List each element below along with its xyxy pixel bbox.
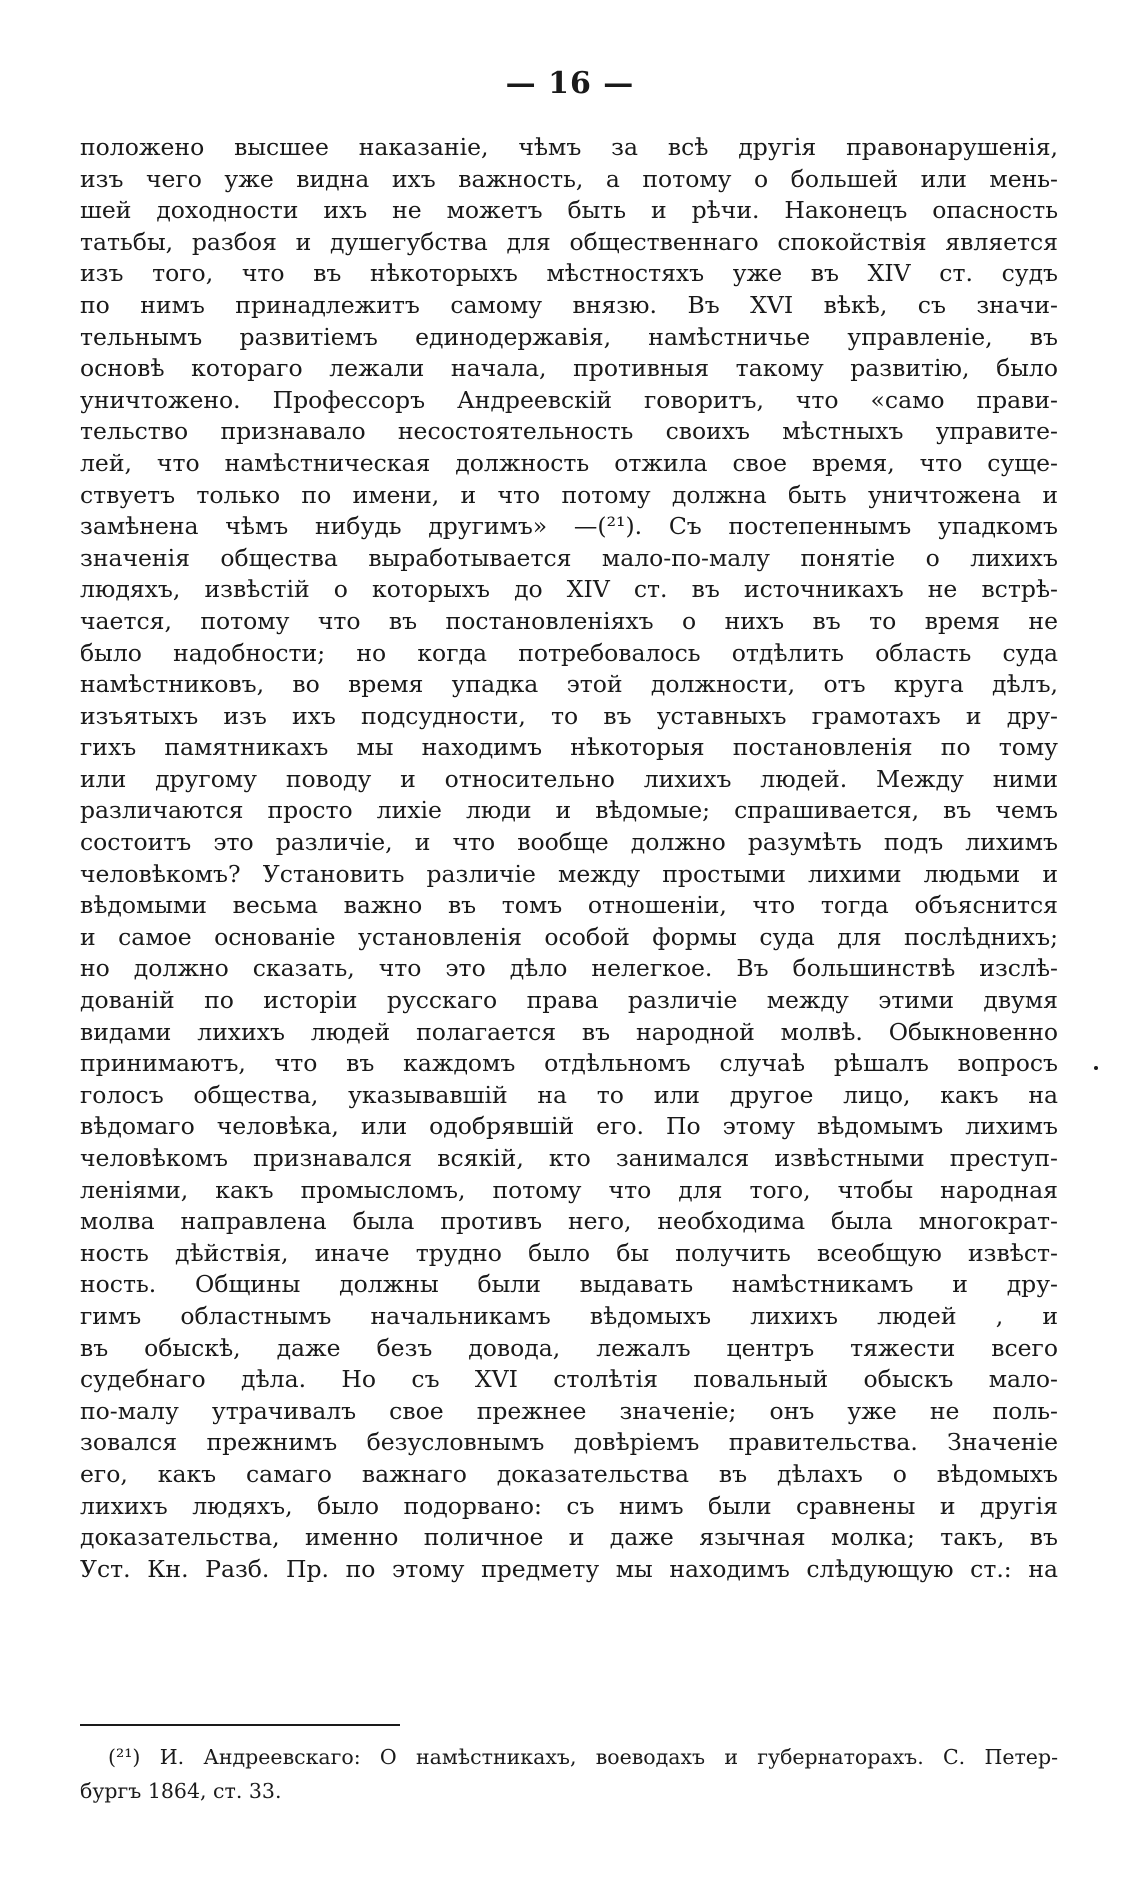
text-line: ность дѣйствія, иначе трудно было бы получить всеобщую извѣст- [80,1238,1058,1267]
text-line: гихъ памятникахъ мы находимъ нѣкоторыя постановленія по тому [80,733,1058,762]
text-line: было надобности; но когда потребовалось отдѣлить область суда [80,638,1058,667]
footnote-divider [80,1724,400,1726]
text-line: человѣкомъ признавался всякій, кто занимался извѣстными преступ- [80,1144,1058,1172]
ink-speck [1094,1066,1098,1070]
text-line: молва направлена была противъ него, необходима была многократ- [80,1207,1058,1236]
text-line: замѣнена чѣмъ нибудь другимъ» —(²¹). Съ постепеннымъ упадкомъ [80,512,1058,541]
text-line: Уст. Кн. Разб. Пр. по этому предмету мы находимъ слѣдующую ст.: на [80,1554,1058,1583]
text-line: или другому поводу и относительно лихихъ людей. Между ними [80,764,1058,793]
text-line: зовался прежнимъ безусловнымъ довѣріемъ правительства. Значеніе [80,1428,1058,1457]
text-line: шей доходности ихъ не можетъ быть и рѣчи. Наконецъ опасность [80,196,1058,225]
footnote-line: бургъ 1864, ст. 33. [80,1779,282,1803]
text-line: положено высшее наказаніе, чѣмъ за всѣ другія правонарушенія, [80,133,1058,161]
text-line: ность. Общины должны были выдавать намѣстникамъ и дру- [80,1270,1058,1299]
main-text-block [80,132,1058,1585]
text-line: изъятыхъ изъ ихъ подсудности, то въ уставныхъ грамотахъ и дру- [80,701,1058,730]
text-line: судебнаго дѣла. Но съ XVI столѣтія повальный обыскъ мало- [80,1365,1058,1394]
text-line: людяхъ, извѣстій о которыхъ до XIV ст. въ источникахъ не встрѣ- [80,575,1058,604]
text-line: по нимъ принадлежитъ самому внязю. Въ XVI вѣкѣ, съ значи- [80,290,1058,319]
text-line: лихихъ людяхъ, было подорвано: съ нимъ были сравнены и другія [80,1491,1058,1520]
text-line: чается, потому что въ постановленіяхъ о нихъ въ то время не [80,606,1058,635]
text-line: и самое основаніе установленія особой формы суда для послѣднихъ; [80,922,1058,951]
text-line: дованій по исторіи русскаго права различіе между этими двумя [80,986,1058,1015]
text-line: гимъ областнымъ начальникамъ вѣдомыхъ лихихъ людей , и [80,1301,1058,1330]
footnote-line: (²¹) И. Андреевскаго: О намѣстникахъ, воеводахъ и губернаторахъ. С. Петер- [108,1745,1058,1769]
text-line: голосъ общества, указывавшій на то или другое лицо, какъ на [80,1080,1058,1109]
text-line: изъ того, что въ нѣкоторыхъ мѣстностяхъ уже въ XIV ст. судъ [80,259,1058,288]
text-line: вѣдомыми весьма важно въ томъ отношеніи, что тогда объяснится [80,891,1058,920]
text-line: ствуетъ только по имени, и что потому должна быть уничтожена и [80,480,1058,509]
text-line: тельство признавало несостоятельность своихъ мѣстныхъ управите- [80,417,1058,446]
text-line: доказательства, именно поличное и даже язычная молка; такъ, въ [80,1523,1058,1552]
text-line: въ обыскѣ, даже безъ довода, лежалъ центръ тяжести всего [80,1333,1058,1362]
text-line: основѣ котораго лежали начала, противныя такому развитію, было [80,354,1058,383]
text-line: значенія общества выработывается мало-по-малу понятіе о лихихъ [80,543,1058,572]
text-line: но должно сказать, что это дѣло нелегкое. Въ большинствѣ изслѣ- [80,954,1058,983]
text-line: изъ чего уже видна ихъ важность, а потому о большей или мень- [80,164,1058,193]
text-line: состоитъ это различіе, и что вообще должно разумѣть подъ лихимъ [80,828,1058,857]
text-line: по-малу утрачивалъ свое прежнее значеніе; онъ уже не поль- [80,1396,1058,1425]
text-line: различаются просто лихіе люди и вѣдомые; спрашивается, въ чемъ [80,796,1058,825]
text-line: уничтожено. Профессоръ Андреевскій говоритъ, что «само прави- [80,385,1058,414]
text-line: намѣстниковъ, во время упадка этой должности, отъ круга дѣлъ, [80,670,1058,699]
page-number: — 16 — [505,66,635,101]
text-line: тельнымъ развитіемъ единодержавія, намѣстничье управленіе, въ [80,322,1058,351]
text-line: его, какъ самаго важнаго доказательства въ дѣлахъ о вѣдомыхъ [80,1459,1058,1488]
text-line: леніями, какъ промысломъ, потому что для того, чтобы народная [80,1175,1058,1204]
text-line: татьбы, разбоя и душегубства для общественнаго спокойствія является [80,227,1058,256]
footnote [80,1740,1058,1808]
text-line: вѣдомаго человѣка, или одобрявшій его. По этому вѣдомымъ лихимъ [80,1112,1058,1141]
text-line: человѣкомъ? Установить различіе между простыми лихими людьми и [80,859,1058,888]
text-line: принимаютъ, что въ каждомъ отдѣльномъ случаѣ рѣшалъ вопросъ [80,1049,1058,1078]
text-line: видами лихихъ людей полагается въ народной молвѣ. Обыкновенно [80,1017,1058,1046]
text-line: лей, что намѣстническая должность отжила свое время, что суще- [80,448,1058,477]
